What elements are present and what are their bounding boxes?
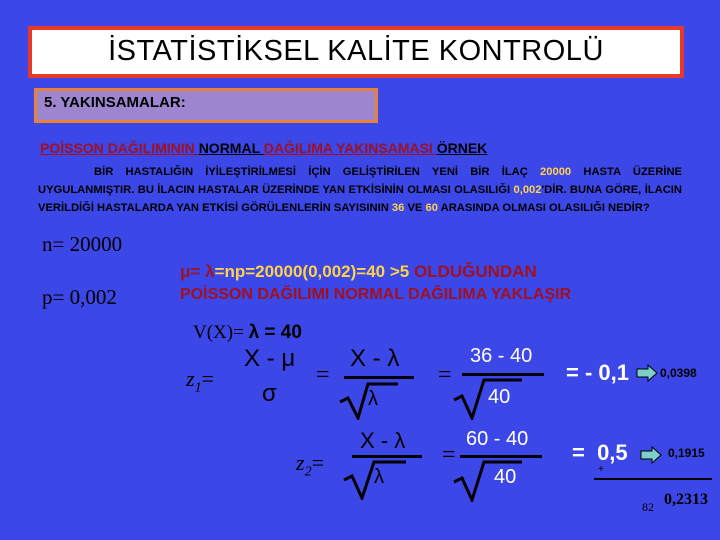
z2-numerator-2: X - λ (360, 428, 406, 453)
section-label: 5. YAKINSAMALAR: (44, 94, 186, 111)
para-v1: 20000 (540, 166, 572, 178)
z1-equals: = (201, 366, 214, 391)
arrow-right-icon (636, 364, 658, 382)
heading-part-2: DAĞILIMININ (107, 140, 199, 156)
z1-denominator-2: λ (368, 388, 378, 410)
variance-label: V(X)= (193, 322, 249, 343)
z1-subscript: 1 (194, 380, 202, 396)
z1-probability: 0,0398 (660, 366, 697, 380)
z1-equals-2: = (316, 362, 330, 388)
z2-subscript: 2 (304, 464, 312, 480)
z2-equals: = (311, 450, 324, 475)
slide-title: İSTATİSTİKSEL KALİTE KONTROLÜ (108, 35, 604, 67)
sum-plus-sign: + (598, 464, 604, 475)
approximation-conclusion: POİSSON DAĞILIMI NORMAL DAĞILIMA YAKLAŞIR (180, 286, 572, 303)
para-v2: 0,002 (513, 184, 542, 196)
para-s3: 'DİR. BUNA GÖRE, İLACIN VERİLDİĞİ HASTALARDA YAN ETKİSİ GÖRÜLENLERİN SAYISININ (38, 184, 682, 214)
heading-part-4: DAĞILIMA YAKINSAMASI (263, 140, 437, 156)
para-s2: HASTA ÜZERİNE UYGULANMIŞTIR. BU İLACIN HASTALAR ÜZERİNDE YAN ETKİSİNİN OLMASI OLASILIĞI (38, 166, 682, 196)
example-heading (40, 140, 487, 156)
z2-label (296, 450, 324, 480)
z1-denominator-3: 40 (488, 386, 511, 408)
mu-reason: OLDUĞUNDAN (413, 262, 537, 281)
z1-label (186, 366, 214, 396)
z2-probability: 0,1915 (668, 446, 705, 460)
mu-equation (180, 262, 537, 282)
heading-part-3: NORMAL (198, 140, 264, 156)
para-s5: ARASINDA OLMASI OLASILIĞI NEDİR? (437, 202, 650, 214)
z2-equals-3: = (442, 442, 456, 468)
z2-denominator-2: λ (374, 466, 384, 488)
variance-equation (193, 322, 302, 344)
heading-part-5: ÖRNEK (436, 140, 488, 156)
page-number: 82 (642, 500, 654, 514)
para-v4: 60 (425, 202, 438, 214)
variance-value: λ = 40 (248, 322, 302, 343)
z1-numerator-2: X - λ (350, 345, 400, 372)
z2-denominator-3: 40 (494, 466, 517, 488)
para-s4: VE (404, 202, 426, 214)
p-value: p= 0,002 (42, 285, 117, 309)
z1-result: = - 0,1 (566, 360, 629, 385)
arrow-right-icon (640, 446, 662, 464)
z2-numerator-3: 60 - 40 (466, 428, 529, 450)
total-probability: 0,2313 (664, 491, 708, 508)
z1-letter: z (186, 366, 195, 391)
z2-result: = 0,5 (572, 440, 628, 465)
mu-lambda: μ= λ (180, 262, 215, 281)
z1-numerator-1: X - μ (244, 345, 296, 372)
para-v3: 36 (391, 202, 405, 214)
z1-numerator-3: 36 - 40 (470, 345, 533, 367)
para-s1: BİR HASTALIĞIN İYİLEŞTİRİLMESİ İÇİN GELİŞTİRİLEN YENİ BİR İLAÇ (94, 166, 541, 178)
heading-part-1: POİSSON (40, 140, 108, 156)
z1-equals-3: = (438, 362, 452, 388)
z2-letter: z (296, 450, 305, 475)
sum-line (594, 478, 712, 480)
z1-fraction-line-2 (344, 376, 414, 379)
problem-paragraph (38, 163, 682, 217)
z1-denominator-1: σ (262, 380, 277, 407)
n-value: n= 20000 (42, 232, 123, 256)
z1-sqrt-symbol-2 (452, 376, 522, 420)
mu-calc: =np=20000(0,002)=40 >5 (214, 262, 414, 281)
